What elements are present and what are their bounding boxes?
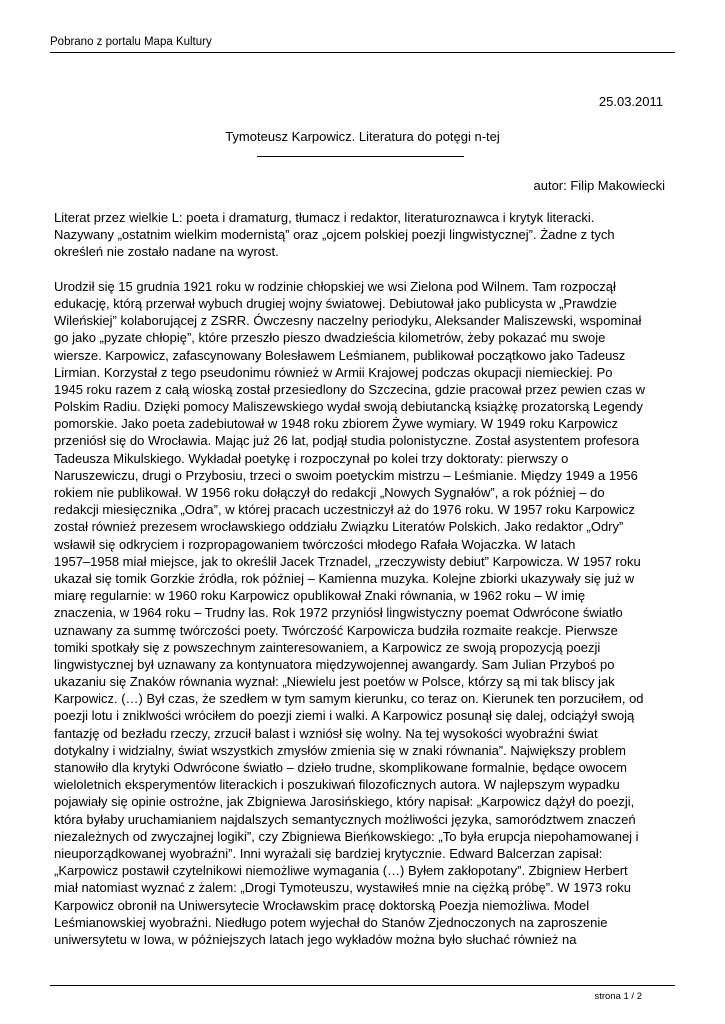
paragraph-2-line: niezależnych od zwyczajnej logiki”, czy Zbigniewa Bieńkowskiego: „To była erupcja niepohamowanej i (54, 828, 639, 844)
paragraph-2-line: Leśmianowskiej wyobraźni. Niedługo potem wyjechał do Stanów Zjednoczonych na zaproszenie (54, 914, 608, 930)
paragraph-2-line: 1957–1958 miał miejsce, jak to określił Jacek Trznadel, „rzeczywisty debiut” Karpowicza. W 1957 roku (54, 553, 641, 569)
footer-divider (50, 985, 675, 986)
paragraph-2-line: miał natomiast wyznać z żalem: „Drogi Tymoteuszu, wystawiłeś mnie na ciężką próbę”. W 1973 roku (54, 880, 632, 896)
paragraph-2-line: miarę regularnie: w 1960 roku Karpowicz opublikował Znaki równania, w 1962 roku – W imię (54, 588, 586, 604)
paragraph-2-line: go jako „pyzate chłopię”, które przeszło pieszo dwadzieścia kilometrów, żeby pokazać mu swoje (54, 330, 606, 346)
paragraph-2-line: Naruszewiczu, drugi o Przybosiu, trzeci o swoim poetyckim mistrzu – Leśmianie. Między 1949 a 1956 (54, 467, 638, 483)
paragraph-2-line: znaczenia, w 1964 roku – Trudny las. Rok 1972 przyniósł lingwistyczny poemat Odwrócone światło (54, 605, 623, 621)
paragraph-1-line: Literat przez wielkie L: poeta i dramaturg, tłumacz i redaktor, literaturoznawca i krytyk literacki. (54, 210, 595, 225)
title-underline (257, 156, 464, 157)
paragraph-2-line: Karpowicz. (…) Był czas, że szedłem w tym samym kierunku, co teraz on. Kierunek ten porzuciłem, od (54, 691, 644, 707)
paragraph-2-line: edukację, którą przerwał wybuch drugiej wojny światowej. Debiutował jako publicysta w „Prawdzie (54, 295, 617, 311)
paragraph-2-line: tomiki spotkały się z powszechnym zainteresowaniem, a Karpowicz ze swoją propozycją poezji (54, 639, 601, 655)
paragraph-2-line: uznawany za summę twórczości poety. Twórczość Karpowicza budziła rozmaite reakcje. Pierwsze (54, 622, 618, 638)
paragraph-1-line: Nazywany „ostatnim wielkim modernistą” oraz „ojcem polskiej poezji lingwistycznej”. Żadne z tych (54, 227, 615, 243)
paragraph-2-line: został również prezesem wrocławskiego oddziału Związku Literatów Polskich. Jako redaktor „Odry” (54, 519, 624, 535)
paragraph-gap (54, 261, 694, 278)
paragraph-2-line: Lirmian. Korzystał z tego pseudonimu również w Armii Krajowej podczas okupacji niemieckiej. Po (54, 364, 613, 380)
page-number: strona 1 / 2 (594, 991, 642, 1002)
paragraph-2-line: pojawiały się opinie ostrożne, jak Zbigniewa Jarosińskiego, który napisał: „Karpowicz dążył do poezji, (54, 794, 635, 810)
paragraph-2-line: lingwistycznej był uznawany za kontynuatora międzywojennej awangardy. Sam Julian Przyboś po (54, 656, 615, 672)
portal-source-header: Pobrano z portalu Mapa Kultury (50, 36, 212, 48)
paragraph-2-line: uniwersytetu w Iowa, w późniejszych latach jego wykładów można było słuchać również na (54, 931, 577, 947)
paragraph-2-line: pomorskie. Jako poeta zadebiutował w 1948 roku zbiorem Żywe wymiary. W 1949 roku Karpowicz (54, 416, 619, 432)
paragraph-2-line: Karpowicz obronił na Uniwersytecie Wrocławskim pracę doktorską Poezja niemożliwa. Model (54, 897, 590, 913)
paragraph-2-line: 1945 roku razem z całą wioską został przesiedlony do Szczecina, gdzie pracował przez pewien czas w (54, 381, 646, 397)
header-divider (50, 52, 675, 53)
paragraph-2-line: wsławił się odkryciem i rozpropagowaniem twórczości młodego Rafała Wojaczka. W latach (54, 536, 576, 552)
article-title: Tymoteusz Karpowicz. Literatura do potęgi n-tej (225, 129, 500, 144)
paragraph-2-line: ukazaniu się Znaków równania wyznał: „Niewielu jest poetów w Polsce, którzy są mi tak bliscy jak (54, 674, 615, 690)
paragraph-2-line: Wileńskiej” kolaborującej z ZSRR. Ówczesny naczelny periodyku, Aleksander Maliszewski, wspominał (54, 313, 642, 329)
paragraph-2-line: nieuporządkowanej wyobraźni”. Inni wyrażali się bardziej krytycznie. Edward Balcerzan zapisał: (54, 845, 603, 861)
paragraph-2-line: przeniósł się do Wrocławia. Mając już 26 lat, podjął studia polonistyczne. Został asystentem profesora (54, 433, 640, 449)
paragraph-2-line: Urodził się 15 grudnia 1921 roku w rodzinie chłopskiej we wsi Zielona pod Wilnem. Tam rozpoczął (54, 278, 616, 294)
paragraph-2-line: stanowiło dla krytyki Odwrócone światło – dzieło trudne, skomplikowane formalnie, będące owocem (54, 760, 627, 775)
paragraph-2-line: rokiem nie publikował. W 1956 roku dołączył do redakcji „Nowych Sygnałów”, a rok później – do (54, 485, 605, 500)
paragraph-2-line: fantazję od bezładu rzeczy, zrzucił balast i wzniósł się wolny. Na tej wysokości wyobraźni świat (54, 725, 598, 741)
article-author: autor: Filip Makowiecki (533, 178, 665, 193)
paragraph-2-line: poezji lotu i zniklwości wróciłem do poezji ziemi i walki. A Karpowicz posunął się dalej, odciążył swoją (54, 708, 635, 724)
paragraph-2-line: wieloletnich eksperymentów literackich i poszukiwań filozoficznych autora. W najlepszym wypadku (54, 777, 620, 793)
article-body (54, 209, 694, 948)
paragraph-2-line: Tadeusza Mikulskiego. Wykładał poetykę i rozpoczynał po kolei trzy doktoraty: pierwszy o (54, 450, 569, 466)
paragraph-2-line: Polskim Radiu. Dzięki pomocy Maliszewskiego wydał swoją debiutancką książkę prozatorską Legendy (54, 399, 643, 415)
paragraph-1-line: określeń nie zostało nadane na wyrost. (54, 244, 279, 260)
paragraph-2-line: „Karpowicz postawił czytelnikowi niemożliwe wymagania (…) Byłem zakłopotany”. Zbigniew Herbert (54, 863, 628, 879)
paragraph-2-line: dotykalny i widzialny, świat wszystkich zmysłów zmienia się w znaki równania”. Największy problem (54, 742, 626, 758)
paragraph-2-line: ukazał się tomik Gorzkie źródła, rok później – Kamienna muzyka. Kolejne zbiorki ukazywały się już w (54, 570, 635, 586)
paragraph-2-line: która byłaby uruchamianiem najdalszych semantycznych możliwości języka, samorództwem znaczeń (54, 811, 636, 827)
paragraph-2-line: redakcji miesięcznika „Odra”, w której pracach uczestniczył aż do 1976 roku. W 1957 roku Karpowicz (54, 502, 635, 518)
paragraph-2-line: wiersze. Karpowicz, zafascynowany Bolesławem Leśmianem, publikował początkowo jako Tadeusz (54, 347, 626, 363)
article-date: 25.03.2011 (598, 94, 663, 109)
